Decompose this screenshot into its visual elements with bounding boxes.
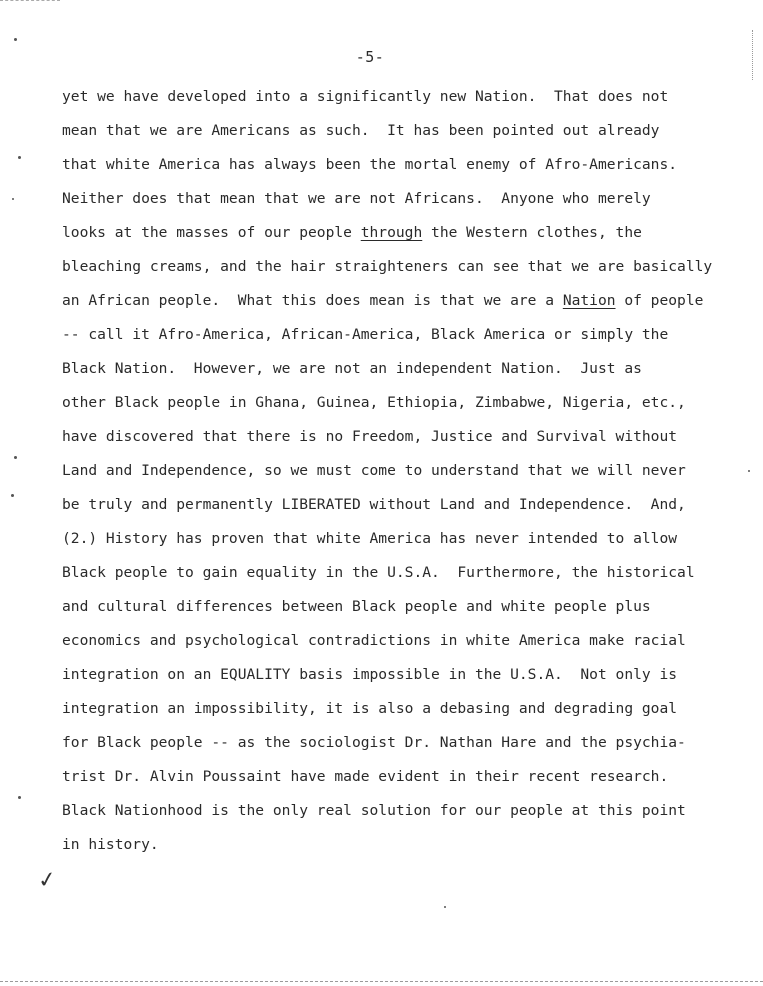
text-segment: integration on an EQUALITY basis impossible in the U.S.A. Not only is [62,666,678,683]
text-segment: economics and psychological contradictions in white America make racial [62,632,686,649]
text-segment: have discovered that there is no Freedom, Justice and Survival without [62,428,678,445]
text-line [62,696,752,730]
text-line [62,186,752,220]
checkmark-icon: ✓ [36,866,59,895]
text-segment: an African people. What this does mean is that we are a [62,292,563,309]
page-number: -5- [355,48,385,66]
text-line [62,764,752,798]
text-line [62,390,752,424]
underlined-word: through [360,224,423,241]
scan-speck [11,494,14,497]
text-line [62,730,752,764]
text-segment: bleaching creams, and the hair straighteners can see that we are basically [62,258,713,275]
text-segment: looks at the masses of our people [62,224,361,241]
text-segment: and cultural differences between Black people and white people plus [62,598,651,615]
text-line [62,832,752,866]
scan-edge-right [752,30,754,80]
text-segment: be truly and permanently LIBERATED without Land and Independence. And, [62,496,686,513]
text-segment: other Black people in Ghana, Guinea, Ethiopia, Zimbabwe, Nigeria, etc., [62,394,686,411]
text-line [62,594,752,628]
scan-speck [18,156,21,159]
text-line [62,492,752,526]
text-segment: Land and Independence, so we must come to understand that we will never [62,462,686,479]
scan-speck [18,796,21,799]
text-line [62,526,752,560]
text-line [62,560,752,594]
text-segment: Black Nationhood is the only real solution for our people at this point [62,802,686,819]
scan-edge-top [0,0,60,2]
text-segment: that white America has always been the mortal enemy of Afro-Americans. [62,156,678,173]
text-line [62,254,752,288]
scan-speck [444,906,446,908]
text-line [62,152,752,186]
text-line [62,628,752,662]
text-segment: yet we have developed into a significantly new Nation. That does not [62,88,669,105]
text-line [62,458,752,492]
text-segment: in history. [62,836,159,853]
text-line [62,220,752,254]
text-segment: -- call it Afro-America, African-America, Black America or simply the [62,326,669,343]
text-line [62,118,752,152]
text-segment: Neither does that mean that we are not Africans. Anyone who merely [62,190,651,207]
text-segment: the Western clothes, the [422,224,642,241]
text-line [62,356,752,390]
scan-speck [14,456,17,459]
scan-speck [12,198,14,200]
underlined-word: Nation [562,292,616,309]
text-segment: Black Nation. However, we are not an independent Nation. Just as [62,360,642,377]
text-segment: integration an impossibility, it is also a debasing and degrading goal [62,700,678,717]
scan-speck [748,470,750,472]
text-line [62,798,752,832]
text-segment: trist Dr. Alvin Poussaint have made evident in their recent research. [62,768,669,785]
text-line [62,662,752,696]
text-line [62,288,752,322]
scan-edge-bottom [0,981,763,983]
text-segment: mean that we are Americans as such. It has been pointed out already [62,122,660,139]
text-segment: (2.) History has proven that white America has never intended to allow [62,530,678,547]
text-segment: Black people to gain equality in the U.S.A. Furthermore, the historical [62,564,695,581]
text-segment: for Black people -- as the sociologist Dr. Nathan Hare and the psychia- [62,734,686,751]
text-segment: of people [615,292,704,309]
text-line [62,424,752,458]
text-line [62,322,752,356]
scan-speck [14,38,17,41]
body-text [62,84,752,866]
text-line [62,84,752,118]
